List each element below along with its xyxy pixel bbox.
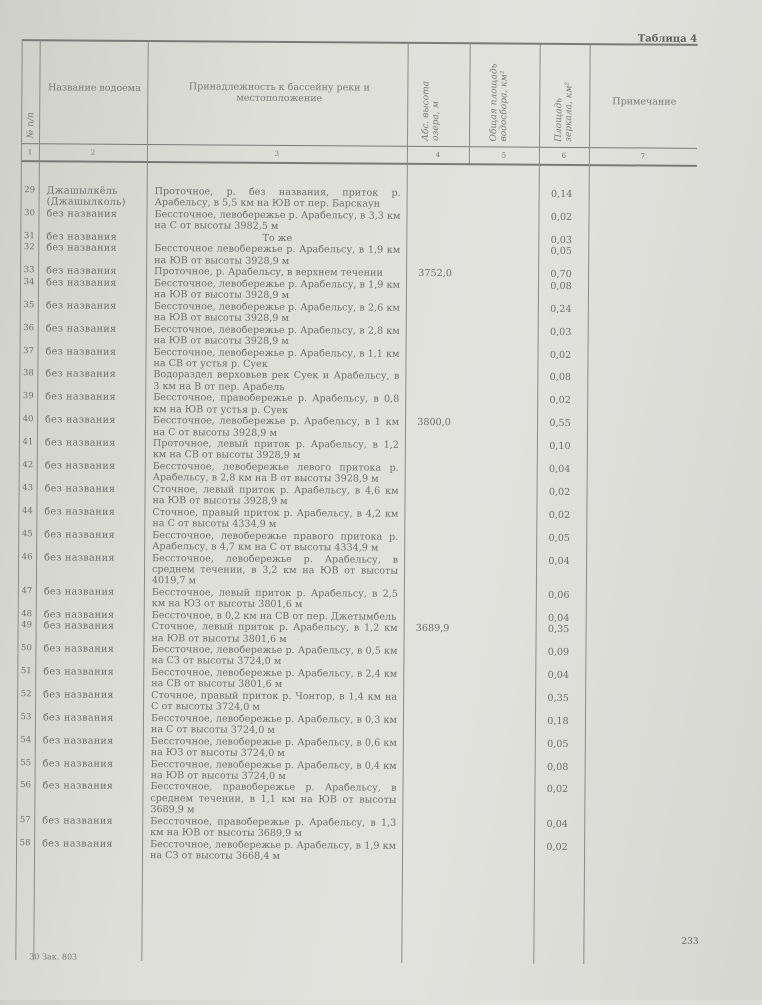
catchment-area bbox=[465, 349, 535, 372]
lake-location: Бессточное, левобережье р. Арабельсу, в 0,3 км на С от высоты 3724,0 м bbox=[150, 712, 398, 737]
column-number: 5 bbox=[501, 151, 507, 160]
column-number: 7 bbox=[640, 152, 646, 161]
lake-altitude bbox=[405, 188, 467, 211]
table-body bbox=[16, 185, 697, 865]
note bbox=[584, 613, 694, 625]
lake-location: Проточное, р. без названия, приток р. Арабельсу, в 5,5 км на ЮВ от пер. Барскаун bbox=[154, 186, 401, 210]
lake-name: без названия bbox=[44, 551, 115, 564]
note bbox=[582, 785, 692, 820]
lake-altitude bbox=[403, 463, 465, 486]
column-number: 2 bbox=[90, 148, 96, 157]
catchment-area bbox=[462, 841, 532, 864]
lake-altitude bbox=[402, 554, 464, 588]
note bbox=[584, 556, 694, 591]
catchment-area bbox=[465, 395, 535, 418]
row-number: 41 bbox=[22, 437, 34, 448]
mirror-area: 0,02 bbox=[546, 841, 568, 853]
row-number: 35 bbox=[23, 299, 35, 310]
row-number: 53 bbox=[20, 711, 32, 723]
lake-altitude bbox=[401, 737, 463, 760]
lake-location: Сточное, правый приток р. Арабельсу, в 4,2 км на С от высоты 4334,9 м bbox=[152, 506, 399, 531]
note bbox=[586, 212, 696, 235]
lake-location: Проточное, левый приток р. Арабельсу, в 1,2 км на СВ от высоты 3928,9 м bbox=[152, 438, 399, 462]
row-number: 45 bbox=[21, 528, 33, 539]
catchment-area bbox=[466, 303, 536, 326]
row-number: 30 bbox=[24, 208, 35, 219]
catchment-area bbox=[463, 646, 533, 669]
lake-location: Бессточное, левобережье р. Арабельсу, в 2,6 км на ЮВ от высоты 3928,9 м bbox=[153, 300, 400, 325]
lake-location: Бессточное, правобережье р. Арабельсу, в 1,3 км на ЮВ от высоты 3689,9 м bbox=[150, 815, 397, 840]
note bbox=[583, 647, 693, 670]
note bbox=[583, 693, 693, 716]
lake-altitude bbox=[404, 234, 466, 246]
mirror-area: 0,70 bbox=[550, 269, 572, 281]
lake-name: Джашылкёль (Джашылколь) bbox=[46, 185, 126, 209]
lake-name: без названия bbox=[45, 322, 117, 335]
note bbox=[586, 246, 696, 269]
catchment-area bbox=[464, 589, 534, 612]
row-number: 42 bbox=[22, 460, 34, 471]
mirror-area: 0,03 bbox=[549, 326, 572, 338]
mirror-area: 0,08 bbox=[549, 372, 572, 384]
mirror-area: 0,35 bbox=[547, 624, 570, 636]
page-number: 233 bbox=[681, 936, 699, 947]
catchment-area bbox=[466, 280, 536, 303]
mirror-area: 0,02 bbox=[549, 349, 572, 361]
row-number: 44 bbox=[21, 505, 33, 517]
note bbox=[583, 762, 693, 785]
catchment-area bbox=[466, 246, 536, 269]
table-row bbox=[18, 552, 694, 591]
lake-name: без названия bbox=[45, 300, 117, 312]
mirror-area: 0,04 bbox=[546, 818, 568, 830]
mirror-area: 0,10 bbox=[549, 440, 571, 453]
row-number: 33 bbox=[23, 265, 35, 276]
catchment-area bbox=[464, 623, 534, 646]
row-number: 46 bbox=[21, 551, 33, 562]
catchment-area bbox=[463, 761, 533, 784]
note bbox=[585, 373, 695, 396]
note bbox=[584, 510, 694, 533]
lake-altitude bbox=[403, 371, 465, 394]
mirror-area: 0,02 bbox=[546, 784, 569, 796]
lake-altitude bbox=[402, 486, 464, 509]
lake-location: Бессточное, правобережье р. Арабельсу, в среднем течении, в 1,1 км на ЮВ от высоты 3689,9 м bbox=[150, 781, 397, 816]
catchment-area bbox=[464, 555, 534, 589]
lake-name: без названия bbox=[42, 734, 114, 747]
header-num: № п/п bbox=[26, 112, 37, 139]
mirror-area: 0,55 bbox=[549, 418, 571, 430]
note bbox=[583, 739, 693, 762]
note bbox=[585, 418, 695, 441]
mirror-area: 0,06 bbox=[548, 589, 570, 601]
note bbox=[583, 624, 693, 647]
lake-name: без названия bbox=[42, 837, 113, 850]
note bbox=[586, 304, 696, 327]
column-number: 4 bbox=[435, 151, 441, 160]
catchment-area bbox=[463, 692, 533, 715]
note bbox=[582, 819, 692, 842]
lake-name: без названия bbox=[43, 608, 115, 621]
lake-location: Проточное, р. Арабельсу, в верхнем течении bbox=[154, 266, 383, 279]
lake-name: без названия bbox=[45, 368, 117, 381]
lake-name: без названия bbox=[42, 814, 113, 827]
lake-name: без названия bbox=[46, 265, 117, 278]
mirror-area: 0,03 bbox=[550, 234, 573, 246]
note bbox=[585, 350, 695, 373]
catchment-area bbox=[465, 417, 535, 440]
catchment-area bbox=[464, 509, 534, 532]
lake-location: Бессточное, левобережье р. Арабельсу, в 0,6 км на ЮЗ от высоты 3724,0 м bbox=[150, 735, 397, 759]
lake-altitude bbox=[401, 646, 463, 669]
lake-altitude bbox=[400, 817, 462, 840]
catchment-area bbox=[463, 669, 533, 692]
column-number-rule bbox=[21, 160, 697, 167]
lake-altitude bbox=[401, 760, 463, 783]
lake-name: без названия bbox=[43, 586, 115, 598]
header-basin: Принадлежность к бассейну реки и местоположение bbox=[188, 81, 370, 105]
catchment-area bbox=[463, 715, 533, 738]
catchment-area bbox=[464, 532, 534, 555]
row-number: 48 bbox=[21, 608, 33, 619]
note bbox=[586, 235, 696, 247]
lake-name: без названия bbox=[43, 643, 115, 655]
row-number: 32 bbox=[23, 242, 35, 253]
note bbox=[586, 281, 696, 304]
catchment-area bbox=[464, 486, 534, 509]
row-number: 34 bbox=[23, 277, 35, 288]
lake-altitude bbox=[403, 348, 465, 371]
mirror-area: 0,35 bbox=[547, 692, 569, 704]
lake-altitude: 3752,0 bbox=[418, 268, 452, 280]
catchment-area bbox=[465, 463, 535, 486]
lake-altitude bbox=[402, 531, 464, 554]
lake-location: Бессточное, левобережье левого притока р. Арабельсу, в 2,8 км на В от высоты 3928,9 м bbox=[152, 461, 399, 485]
lake-name: без названия bbox=[42, 780, 114, 793]
lake-location: Бессточное, в 0,2 км на СВ от пер. Джетымбель bbox=[151, 609, 397, 623]
header-note: Примечание bbox=[612, 96, 677, 108]
lake-location: Бессточное, левобережье р. Арабельсу, в 2,4 км на СВ от высоты 3801,6 м bbox=[151, 667, 398, 691]
row-number: 51 bbox=[20, 666, 32, 677]
note bbox=[587, 189, 697, 212]
catchment-area bbox=[467, 188, 537, 211]
lake-location: Бессточное, левый приток р. Арабельсу, в 2,5 км на ЮЗ от высоты 3801,6 м bbox=[151, 586, 398, 611]
mirror-area: 0,02 bbox=[549, 395, 571, 407]
lake-location: Бессточное, левобережье р. Арабельсу, в 1 км на С от высоты 3928,9 м bbox=[152, 415, 400, 439]
row-number: 54 bbox=[20, 734, 32, 745]
note bbox=[585, 395, 695, 418]
lake-name: без названия bbox=[44, 437, 116, 449]
lake-location: Бессточное, левобережье р. Арабельсу, в среднем течении, в 3,2 км на ЮВ от высоты 4019,7 м bbox=[151, 552, 399, 587]
mirror-area: 0,02 bbox=[550, 211, 573, 223]
lake-altitude bbox=[402, 611, 464, 623]
mirror-area: 0,24 bbox=[550, 303, 572, 315]
lake-location: Бессточное, левобережье р. Арабельсу, в 0,5 км на СЗ от высоты 3724,0 м bbox=[151, 644, 398, 668]
lake-name: без названия bbox=[44, 460, 116, 472]
lake-location: Бессточное, левобережье правого притока р. Арабельсу, в 4,7 км на С от высоты 4334,9 м bbox=[152, 529, 399, 554]
lake-location: Бессточное, левобережье р. Арабельсу, в 1,9 км на СЗ от высоты 3668,4 м bbox=[149, 838, 397, 862]
lake-location: Бессточное, левобережье р. Арабельсу, в 0,4 км на ЮВ от высоты 3724,0 м bbox=[150, 758, 397, 782]
header-altitude: Абс. высота озера, м bbox=[421, 80, 442, 142]
row-number: 36 bbox=[23, 322, 35, 333]
row-number: 50 bbox=[21, 643, 32, 654]
column-divider bbox=[469, 43, 471, 163]
mirror-area: 0,02 bbox=[548, 509, 571, 521]
row-number: 43 bbox=[22, 483, 34, 494]
lake-altitude bbox=[400, 783, 462, 817]
lake-name: без названия bbox=[45, 345, 117, 358]
lake-altitude bbox=[401, 715, 463, 738]
lake-name: без названия bbox=[44, 528, 115, 541]
row-number: 38 bbox=[22, 368, 34, 379]
lake-location: Бессточное левобережье р. Арабельсу, в 1,9 км на ЮВ от высоты 3928,9 м bbox=[154, 243, 401, 267]
lake-name: без названия bbox=[46, 242, 117, 255]
catchment-area bbox=[465, 372, 535, 395]
lake-location: Бессточное, левобережье р. Арабельсу, в 2,8 км на ЮВ от высоты 3928,9 м bbox=[153, 323, 400, 347]
column-number: 6 bbox=[561, 151, 567, 160]
note bbox=[582, 842, 692, 865]
lake-altitude: 3689,9 bbox=[415, 623, 450, 635]
lake-location: Бессточное, левобережье р. Арабельсу, в 1,1 км на СВ от устья р. Суек bbox=[153, 346, 400, 370]
lake-location: Бессточное, правобережье р. Арабельсу, в 0,8 км на ЮВ от устья р. Суек bbox=[153, 392, 400, 416]
lake-altitude bbox=[403, 440, 465, 463]
lake-name: без названия bbox=[43, 620, 115, 633]
note bbox=[586, 269, 696, 281]
row-number: 47 bbox=[21, 585, 33, 596]
table-row bbox=[16, 781, 692, 820]
lake-altitude bbox=[404, 211, 466, 234]
lake-location: Сточное, левый приток р. Арабельсу, в 1,2 км на ЮВ от высоты 3801,6 м bbox=[151, 621, 398, 645]
mirror-area: 0,05 bbox=[547, 738, 569, 750]
lake-location: Бессточное, левобережье р. Арабельсу, в 1,9 км на ЮВ от высоты 3928,9 м bbox=[153, 277, 401, 302]
row-number: 39 bbox=[22, 391, 34, 402]
mirror-area: 0,02 bbox=[548, 486, 571, 498]
lake-altitude bbox=[404, 280, 466, 303]
column-number: 3 bbox=[274, 149, 280, 158]
mirror-area: 0,05 bbox=[550, 246, 572, 258]
column-number: 1 bbox=[27, 148, 33, 157]
table-row bbox=[16, 838, 692, 865]
lake-name: без названия bbox=[46, 208, 118, 220]
note bbox=[584, 590, 694, 613]
lake-altitude bbox=[402, 509, 464, 532]
note bbox=[585, 441, 695, 464]
row-number: 31 bbox=[23, 230, 35, 242]
header-catchment: Общая площадь водосбора, км² bbox=[489, 63, 510, 142]
lake-location: Водораздел верховьев рек Суек и Арабельсу, в 3 км на В от пер. Арабель bbox=[153, 369, 400, 393]
catchment-area bbox=[466, 326, 536, 349]
lake-name: без названия bbox=[44, 506, 116, 518]
lake-altitude bbox=[403, 394, 465, 417]
row-number: 57 bbox=[19, 814, 31, 825]
mirror-area: 0,14 bbox=[550, 188, 573, 201]
lake-name: без названия bbox=[44, 483, 116, 495]
note bbox=[583, 670, 693, 693]
catchment-area bbox=[463, 738, 533, 761]
lake-altitude bbox=[404, 245, 466, 268]
mirror-area: 0,04 bbox=[547, 612, 570, 624]
lake-altitude bbox=[404, 325, 466, 348]
row-number: 29 bbox=[24, 185, 36, 196]
lake-altitude bbox=[404, 303, 466, 326]
lake-location: Сточное, левый приток р. Арабельсу, в 4,6 км на ЮВ от высоты 3928,9 м bbox=[152, 483, 399, 508]
catchment-area bbox=[462, 784, 532, 818]
table-title: Таблица 4 bbox=[637, 33, 698, 45]
note bbox=[586, 327, 696, 350]
note bbox=[584, 487, 694, 510]
note bbox=[584, 533, 694, 556]
mirror-area: 0,08 bbox=[550, 280, 572, 292]
mirror-area: 0,05 bbox=[548, 532, 570, 544]
row-number: 40 bbox=[22, 414, 34, 425]
catchment-area bbox=[464, 612, 534, 624]
mirror-area: 0,04 bbox=[548, 555, 570, 567]
note bbox=[585, 464, 695, 487]
lake-location: То же bbox=[262, 232, 293, 244]
lake-name: без названия bbox=[43, 689, 114, 701]
lake-name: без названия bbox=[43, 666, 115, 678]
lake-altitude bbox=[401, 669, 463, 692]
lake-name: без названия bbox=[45, 277, 117, 289]
mirror-area: 0,04 bbox=[549, 463, 571, 475]
lake-name: без названия bbox=[46, 231, 118, 243]
catchment-area bbox=[462, 818, 532, 841]
catchment-area bbox=[465, 440, 535, 463]
lake-name: без названия bbox=[42, 757, 114, 770]
mirror-area: 0,08 bbox=[546, 761, 569, 773]
lake-name: без названия bbox=[42, 712, 114, 724]
table-top-rule bbox=[22, 39, 698, 46]
row-number: 52 bbox=[20, 689, 32, 700]
lake-name: без названия bbox=[45, 391, 116, 404]
lake-location: Бессточное, левобережье р. Арабельсу, в 3,3 км на С от высоты 3982,5 м bbox=[154, 208, 401, 233]
mirror-area: 0,04 bbox=[547, 669, 570, 681]
mirror-area: 0,18 bbox=[547, 715, 569, 727]
row-number: 58 bbox=[19, 837, 31, 848]
row-number: 49 bbox=[21, 620, 33, 631]
row-number: 56 bbox=[20, 780, 31, 791]
note bbox=[583, 716, 693, 739]
lake-name: без названия bbox=[45, 414, 116, 427]
printer-signature: 30 Зак. 803 bbox=[29, 952, 78, 962]
lake-altitude bbox=[402, 589, 464, 612]
row-number: 55 bbox=[20, 757, 32, 768]
header-mirror: Площадь зеркала, км² bbox=[554, 81, 575, 143]
lake-altitude bbox=[400, 840, 462, 863]
mirror-area: 0,09 bbox=[547, 646, 570, 659]
lake-altitude: 3800,0 bbox=[417, 417, 451, 429]
lake-altitude bbox=[401, 692, 463, 715]
catchment-area bbox=[466, 234, 536, 246]
lake-location: Сточное, правый приток р. Чонтор, в 1,4 км на С от высоты 3724,0 м bbox=[151, 689, 398, 714]
row-number: 37 bbox=[23, 345, 34, 356]
catchment-area bbox=[466, 269, 536, 281]
catchment-area bbox=[466, 211, 536, 234]
header-name: Название водоема bbox=[47, 82, 141, 94]
